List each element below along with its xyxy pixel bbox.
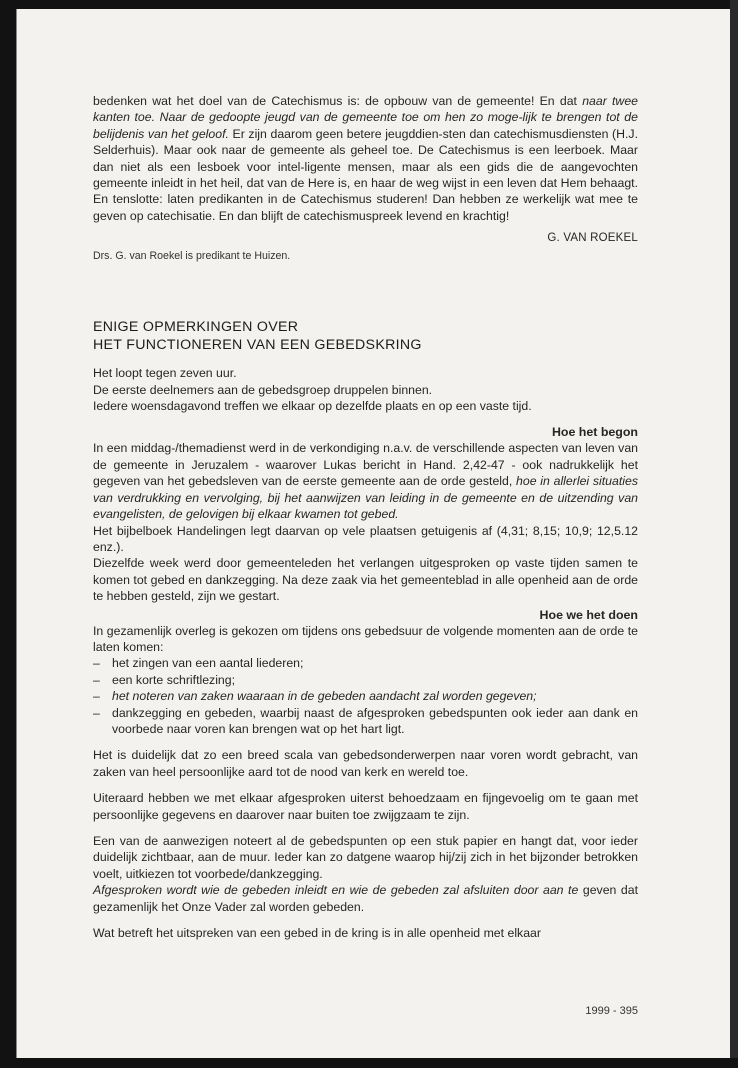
section2-paragraph: Wat betreft het uitspreken van een gebed in de kring is in alle openheid met elkaar <box>93 926 541 941</box>
section2-intro: In gezamenlijk overleg is gekozen om tijdens ons gebedsuur de volgende momenten aan de orde te laten komen: <box>93 623 638 654</box>
section1-paragraph: Het bijbelboek Handelingen legt daarvan op vele plaatsen getuigenis af (4,31; 8,15; 10,9; 12,5.12 enz.). <box>93 523 638 554</box>
list-item: – een korte schriftlezing; <box>93 672 236 687</box>
section-heading-hoe-we-het-doen: Hoe we het doen <box>539 607 638 622</box>
article-title: ENIGE OPMERKINGEN OVER HET FUNCTIONEREN VAN EEN GEBEDSKRING <box>93 319 422 353</box>
page-content <box>93 93 638 941</box>
scan-frame-top <box>0 0 738 9</box>
intro-line: De eerste deelnemers aan de gebedsgroep druppelen binnen. <box>93 382 433 397</box>
section1-paragraph: In een middag-/themadienst werd in de verkondiging n.a.v. de verschillende aspecten van leven van de gemeente in Jeruzalem - waarover Lukas bericht in Hand. 2,42-47 - ook nadrukkelijk het gegeven van het gebedsleven van de eerste gemeente aan de orde gesteld, hoe in allerlei situaties van verdrukking en vervolging, bij het aanwijzen van leiding in de gemeente en de uitzending van evangelisten, de gelovigen bij elkaar kwamen tot gebed. <box>93 441 639 522</box>
section2-paragraph: Het is duidelijk dat zo een breed scala van gebedsonderwerpen naar voren wordt gebracht, van zaken van heel persoonlijke aard tot de nood van kerk en wereld toe. <box>93 748 638 779</box>
section-heading-hoe-het-begon: Hoe het begon <box>551 425 638 440</box>
section2-paragraph: Een van de aanwezigen noteert al de gebedspunten op een stuk papier en hangt dat, voor ieder duidelijk zichtbaar, aan de muur. Ieder kan zo datgene waarop hij/zij zich in het bijzonder betrokken voelt, uitkiezen tot voorbede/dankzegging. <box>93 834 638 881</box>
page-edge <box>16 9 17 1058</box>
list-item: – dankzegging en gebeden, waarbij naast de afgesproken gebedspunten ook ieder aan dank en voorbede naar voren kan brengen wat op het hart ligt. <box>93 705 638 736</box>
scan-frame-right <box>730 0 738 1068</box>
section2-paragraph: Uiteraard hebben we met elkaar afgesproken uiterst behoedzaam en fijngevoelig om te gaan met persoonlijke gegevens en daarover naar buiten toe zwijgzaam te zijn. <box>93 791 638 822</box>
author-byline: Drs. G. van Roekel is predikant te Huizen. <box>93 250 291 263</box>
intro-line: Het loopt tegen zeven uur. <box>93 366 237 381</box>
scan-frame-bottom <box>0 1058 738 1068</box>
section1-paragraph: Diezelfde week werd door gemeenteleden het verlangen uitgesproken op vaste tijden samen te komen tot gebed en dankzegging. Na deze zaak via het gemeenteblad in alle openheid aan de orde te hebben gesteld, zijn we gestart. <box>93 556 638 604</box>
list-item: – het zingen van een aantal liederen; <box>93 656 304 671</box>
scan-frame-left <box>0 0 16 1068</box>
list-item: – het noteren van zaken waaraan in de gebeden aandacht zal worden gegeven; <box>93 689 537 704</box>
intro-line: Iedere woensdagavond treffen we elkaar op dezelfde plaats en op een vaste tijd. <box>93 399 532 414</box>
section2-paragraph: Afgesproken wordt wie de gebeden inleidt en wie de gebeden zal afsluiten door aan te geven dat gezamenlijk het Onze Vader zal worden gebeden. <box>93 883 638 914</box>
author-signature: G. VAN ROEKEL <box>547 232 638 245</box>
top-article-paragraph: bedenken wat het doel van de Catechismus is: de opbouw van de gemeente! En dat naar twee kanten toe. Naar de gedoopte jeugd van de gemeente toe om hen zo moge-lijk te brengen tot de belijdenis van het geloof. Er zijn daarom geen betere jeugddien-sten dan catechismusdiensten (H.J. Selderhuis). Maar ook naar de gemeente als geheel toe. De Catechismus is een leerboek. Maar dan niet als een lesboek voor intel-ligente mensen, maar als een gids die de aangevochten gemeente inleidt in het heil, dat van de Here is, en haar de weg wijst in een leven dat Hem behaagt. En tenslotte: laten predikanten in de Catechismus studeren! Dan hebben ze werkelijk wat mee te geven op catechisatie. En dan blijft de catechismuspreek levend en krachtig! <box>93 94 638 223</box>
page-number: 1999 - 395 <box>585 1005 638 1017</box>
moments-list <box>93 655 638 737</box>
